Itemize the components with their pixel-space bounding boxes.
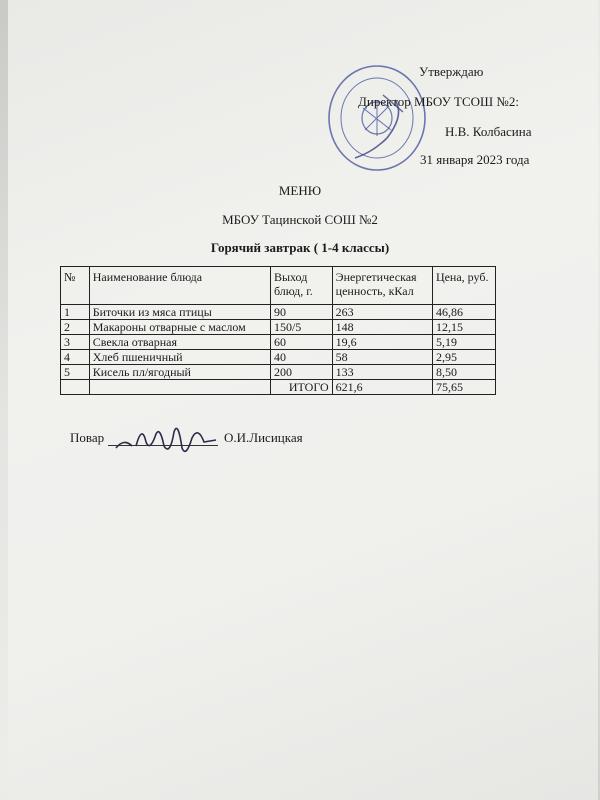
approval-director-name: Н.В. Колбасина — [445, 124, 532, 139]
row-price: 46,86 — [432, 305, 495, 320]
total-price: 75,65 — [432, 380, 495, 395]
row-output: 40 — [270, 350, 332, 365]
approval-date: 31 января 2023 года — [420, 152, 530, 167]
row-dish-name: Свекла отварная — [89, 335, 270, 350]
row-energy: 263 — [332, 305, 432, 320]
row-output: 200 — [270, 365, 332, 380]
table-row — [61, 320, 496, 335]
meal-subtitle: Горячий завтрак ( 1-4 классы) — [210, 240, 390, 255]
row-energy: 133 — [332, 365, 432, 380]
cook-name: О.И.Лисицкая — [224, 430, 303, 445]
document-title: МЕНЮ — [278, 183, 322, 198]
total-energy: 621,6 — [332, 380, 432, 395]
table-total-row — [61, 380, 496, 395]
row-dish-name: Кисель пл/ягодный — [89, 365, 270, 380]
school-name: МБОУ Тацинской СОШ №2 — [222, 212, 378, 227]
row-output: 60 — [270, 335, 332, 350]
header-dish-name: Наименование блюда — [89, 267, 270, 305]
row-output: 150/5 — [270, 320, 332, 335]
row-price: 12,15 — [432, 320, 495, 335]
header-output-line1: Выход — [273, 270, 308, 284]
approval-director: Директор МБОУ ТСОШ №2: — [358, 94, 519, 109]
cook-signature — [112, 412, 222, 462]
row-number: 4 — [61, 350, 90, 365]
header-number: № — [61, 267, 90, 305]
row-output: 90 — [270, 305, 332, 320]
row-dish-name: Биточки из мяса птицы — [89, 305, 270, 320]
table-header-row — [61, 267, 496, 305]
row-number: 2 — [61, 320, 90, 335]
row-price: 2,95 — [432, 350, 495, 365]
table-row — [61, 350, 496, 365]
row-dish-name: Хлеб пшеничный — [89, 350, 270, 365]
header-output-line2: блюд, г. — [273, 284, 313, 298]
menu-table — [60, 266, 496, 395]
row-energy: 148 — [332, 320, 432, 335]
header-energy-line2: ценность, кКал — [335, 284, 414, 298]
header-output — [270, 267, 332, 305]
header-price: Цена, руб. — [432, 267, 495, 305]
table-row — [61, 365, 496, 380]
row-price: 5,19 — [432, 335, 495, 350]
row-number: 5 — [61, 365, 90, 380]
cook-label: Повар — [70, 430, 105, 445]
row-price: 8,50 — [432, 365, 495, 380]
table-row — [61, 335, 496, 350]
row-energy: 58 — [332, 350, 432, 365]
total-empty-cell — [61, 380, 90, 395]
row-number: 1 — [61, 305, 90, 320]
header-energy-line1: Энергетическая — [335, 270, 417, 284]
header-energy — [332, 267, 432, 305]
paper-sheet — [8, 0, 598, 800]
row-number: 3 — [61, 335, 90, 350]
total-empty-cell — [89, 380, 270, 395]
total-label: ИТОГО — [270, 380, 332, 395]
row-energy: 19,6 — [332, 335, 432, 350]
row-dish-name: Макароны отварные с маслом — [89, 320, 270, 335]
table-row — [61, 305, 496, 320]
approval-title: Утверждаю — [419, 64, 484, 79]
